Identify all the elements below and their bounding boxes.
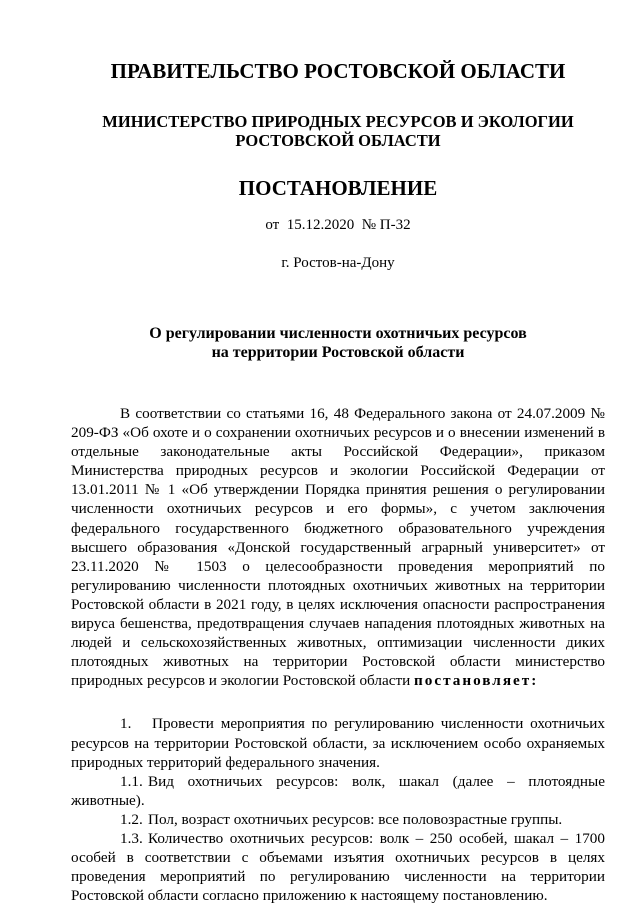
- item-text: Вид охотничьих ресурсов: волк, шакал (далее – плотоядные животные).: [71, 772, 605, 809]
- item-number: 1.: [120, 715, 132, 733]
- item-text: Провести мероприятия по регулированию численности охотничьих ресурсов на территории Ростовской области, за исключением особо охраняемых природных территорий федерального значения.: [71, 715, 605, 771]
- document-subject: [71, 324, 605, 362]
- preamble-text: В соответствии со статьями 16, 48 Федерального закона от 24.07.2009 № 209-ФЗ «Об охоте и о сохранении охотничьих ресурсов и о внесении изменений в отдельные законодательные акты Российской Федерации», приказом Министерства природных ресурсов и экологии Российской Федерации от 13.01.2011 № 1 «Об утверждении Порядка принятия решения о регулировании численности охотничьих ресурсов и его формы», с учетом заключения федерального государственного бюджетного образовательного учреждения высшего образования «Донской государственный аграрный университет» от 23.11.2020 № 1503 о целесообразности проведения мероприятий по регулированию численности плотоядных охотничьих животных на территории Ростовской области в 2021 году, в целях исключения опасности распространения вируса бешенства, предотвращения случаев нападения плотоядных животных на людей и сельскохозяйственных животных, оптимизации численности диких плотоядных животных на территории Ростовской области министерство природных ресурсов и экологии Ростовской области: [71, 405, 605, 690]
- item-text: Пол, возраст охотничьих ресурсов: все половозрастные группы.: [148, 810, 563, 828]
- document-city: г. Ростов-на-Дону: [281, 255, 395, 271]
- document-date-number: от 15.12.2020 № П-32: [265, 217, 411, 233]
- preamble-paragraph: [71, 404, 605, 690]
- ministry-title-line2: РОСТОВСКОЙ ОБЛАСТИ: [235, 131, 441, 150]
- item-1-2: [71, 810, 605, 829]
- resolves-word: постановляет:: [414, 672, 539, 690]
- ministry-title: [71, 112, 605, 150]
- subject-line2: на территории Ростовской области: [211, 344, 465, 361]
- item-1-1: [71, 772, 605, 810]
- subject-line1: О регулировании численности охотничьих ресурсов: [149, 325, 527, 342]
- item-1: [71, 714, 605, 771]
- item-number: 1.3.: [120, 829, 143, 847]
- item-number: 1.1.: [120, 772, 143, 790]
- item-1-3: [71, 829, 605, 905]
- ministry-title-line1: МИНИСТЕРСТВО ПРИРОДНЫХ РЕСУРСОВ И ЭКОЛОГИИ: [102, 112, 574, 131]
- item-text: Количество охотничьих ресурсов: волк – 250 особей, шакал – 1700 особей в соответствии с объемами изъятия охотничьих ресурсов в целях проведения мероприятий по регулированию численности на территории Ростовской области согласно приложению к настоящему постановлению.: [71, 829, 605, 905]
- government-title: ПРАВИТЕЛЬСТВО РОСТОВСКОЙ ОБЛАСТИ: [110, 59, 566, 83]
- document-type: ПОСТАНОВЛЕНИЕ: [238, 176, 438, 200]
- item-number: 1.2.: [120, 810, 143, 828]
